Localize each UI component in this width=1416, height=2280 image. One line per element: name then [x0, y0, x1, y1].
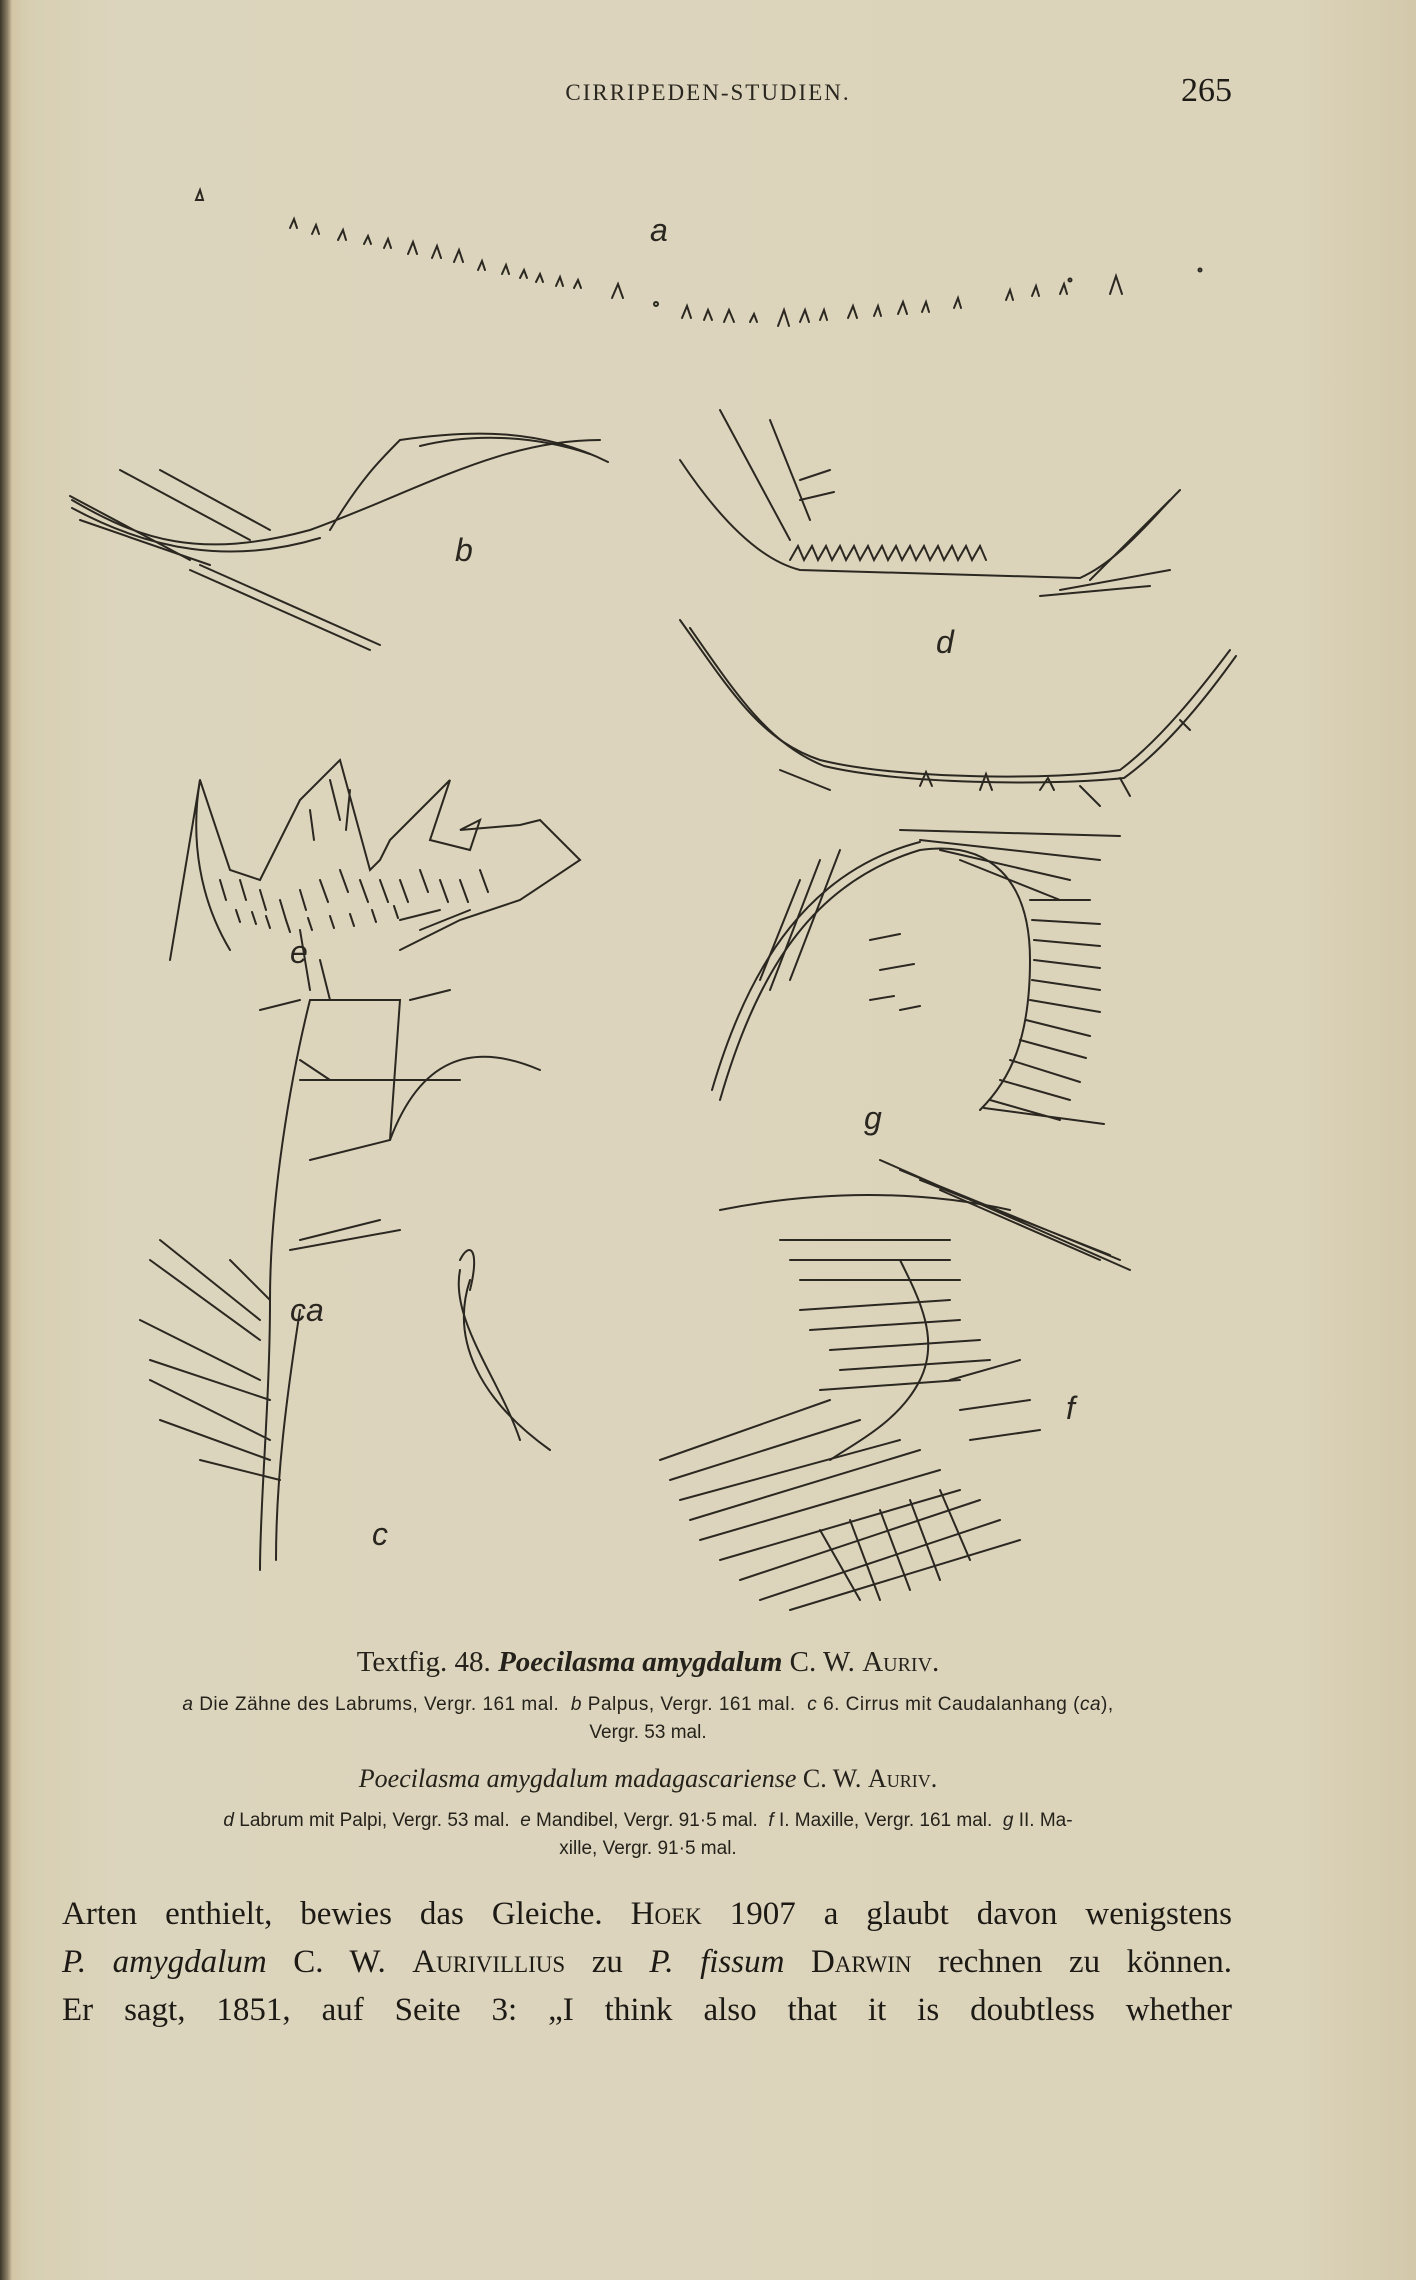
- caption-author-2: C. W.: [802, 1764, 862, 1793]
- fig-a-labrum-teeth: [196, 190, 1202, 326]
- fig-g-second-maxilla: [712, 830, 1120, 1124]
- figure-label-a: a: [650, 212, 668, 248]
- figure-label-b: b: [455, 532, 473, 568]
- body-paragraph: [62, 1890, 1232, 2034]
- figure-label-d: d: [936, 624, 954, 660]
- fig-f-first-maxilla: [660, 1160, 1130, 1610]
- caption-subspecies-title: [60, 1764, 1236, 1794]
- fig-b-palpus: [70, 434, 608, 650]
- fig-d-labrum: [680, 410, 1236, 806]
- caption-items-2: d Labrum mit Palpi, Vergr. 53 mal. e Mandibel, Vergr. 91·5 mal. f I. Maxille, Vergr. 161 mal. g II. Ma-: [223, 1810, 1073, 1831]
- figure-label-c: c: [372, 1516, 388, 1552]
- caption-items-1-continued: Vergr. 53 mal.: [589, 1722, 707, 1743]
- caption-items-2-continued: xille, Vergr. 91·5 mal.: [559, 1838, 737, 1859]
- caption-author-1: C. W.: [789, 1646, 855, 1678]
- figure-label-e: e: [290, 934, 308, 970]
- caption-items-1: a Die Zähne des Labrums, Vergr. 161 mal. b Palpus, Vergr. 161 mal. c 6. Cirrus mit Caudalanhang (ca),: [182, 1694, 1114, 1715]
- figure-caption-title: [60, 1646, 1236, 1679]
- caption-author-2-sc: Auriv.: [867, 1764, 938, 1793]
- caption-author-1-sc: Auriv.: [862, 1646, 940, 1678]
- page-number: 265: [1181, 72, 1232, 109]
- figure-label-f: f: [1066, 1390, 1075, 1426]
- figure-label-g: g: [864, 1100, 882, 1136]
- body-line-1: Arten enthielt, bewies das Gleiche. Hoek 1907 a glaubt davon wenigstens: [62, 1896, 1233, 1932]
- body-line-3: Er sagt, 1851, auf Seite 3: „I think also that it is doubtless whether: [62, 1992, 1232, 2028]
- body-line-2: P. amygdalum C. W. Aurivillius zu P. fissum Darwin rechnen zu können.: [62, 1944, 1233, 1980]
- fig-e-mandible: [170, 760, 580, 960]
- caption-species-2: Poecilasma amygdalum madagascariense: [358, 1764, 797, 1793]
- figure-label-ca: ca: [290, 1292, 324, 1328]
- caption-species-1: Poecilasma amygdalum: [498, 1646, 783, 1678]
- running-title: CIRRIPEDEN-STUDIEN.: [565, 80, 851, 105]
- caption-fig-prefix: Textfig. 48.: [356, 1646, 491, 1678]
- fig-c-cirrus: [140, 930, 550, 1570]
